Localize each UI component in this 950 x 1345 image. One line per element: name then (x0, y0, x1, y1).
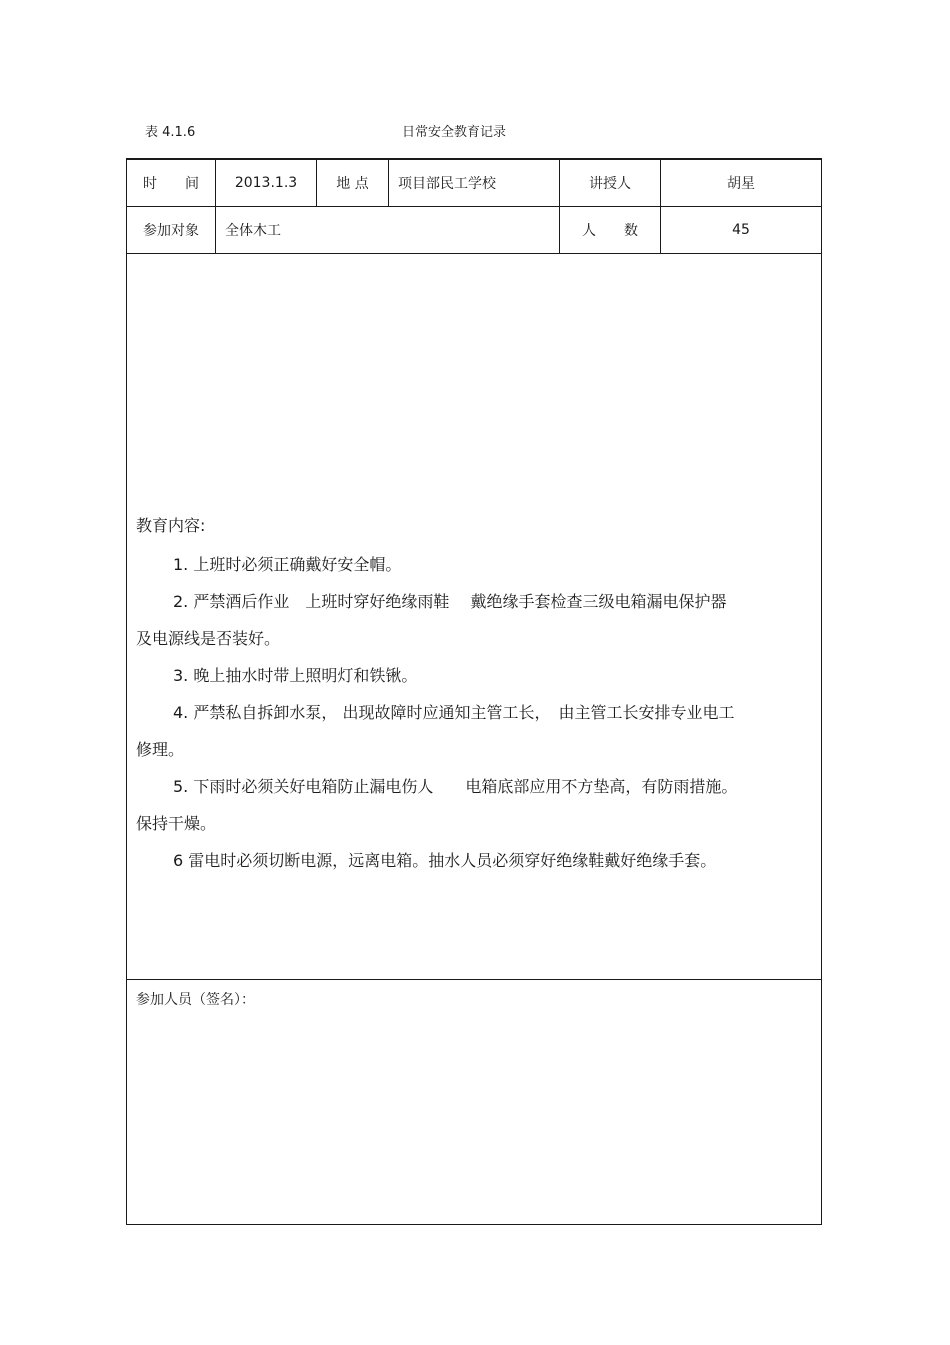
time-label: 时 间 (127, 160, 216, 206)
content-item (136, 768, 806, 805)
content-item-text: 5. 下雨时必须关好电箱防止漏电伤人 电箱底部应用不方垫高，有防雨措施。 (173, 777, 738, 796)
form-row-time-location-lecturer (127, 160, 821, 207)
time-value: 2013.1.3 (216, 160, 317, 206)
education-content-area (127, 254, 821, 980)
content-item-text: 6 雷电时必须切断电源，远离电箱。抽水人员必须穿好绝缘鞋戴好绝缘手套。 (173, 851, 717, 870)
content-item-continuation: 保持干燥。 (136, 814, 217, 833)
count-label: 人 数 (560, 207, 661, 253)
lecturer-value: 胡星 (727, 176, 755, 192)
content-item-text: 1. 上班时必须正确戴好安全帽。 (173, 555, 402, 574)
content-item (136, 657, 806, 694)
content-item (136, 583, 806, 620)
form-number: 表 4.1.6 (145, 125, 196, 140)
page-header (0, 121, 950, 143)
location-value: 项目部民工学校 (389, 160, 560, 206)
content-item-continuation: 修理。 (136, 740, 185, 759)
content-item (136, 842, 806, 879)
content-item-text: 2. 严禁酒后作业 上班时穿好绝缘雨鞋 戴绝缘手套检查三级电箱漏电保护器 (173, 592, 727, 611)
signature-label: 参加人员（签名）： (136, 992, 255, 1008)
content-heading: 教育内容: (136, 516, 206, 535)
location-label: 地 点 (317, 160, 389, 206)
safety-education-record-form (126, 158, 822, 1225)
signature-area[interactable] (127, 980, 821, 1225)
form-row-participants-count (127, 207, 821, 254)
content-item-continuation: 及电源线是否装好。 (136, 629, 281, 648)
content-item (136, 694, 806, 731)
form-title: 日常安全教育记录 (402, 125, 507, 140)
participants-label: 参加对象 (127, 207, 216, 253)
count-value: 45 (732, 222, 750, 238)
content-item (136, 546, 806, 583)
content-item-text: 3. 晚上抽水时带上照明灯和铁锹。 (173, 666, 418, 685)
content-item-text: 4. 严禁私自拆卸水泵， 出现故障时应通知主管工长， 由主管工长安排专业电工 (173, 703, 735, 722)
lecturer-label: 讲授人 (560, 160, 661, 206)
participants-value: 全体木工 (216, 207, 560, 253)
